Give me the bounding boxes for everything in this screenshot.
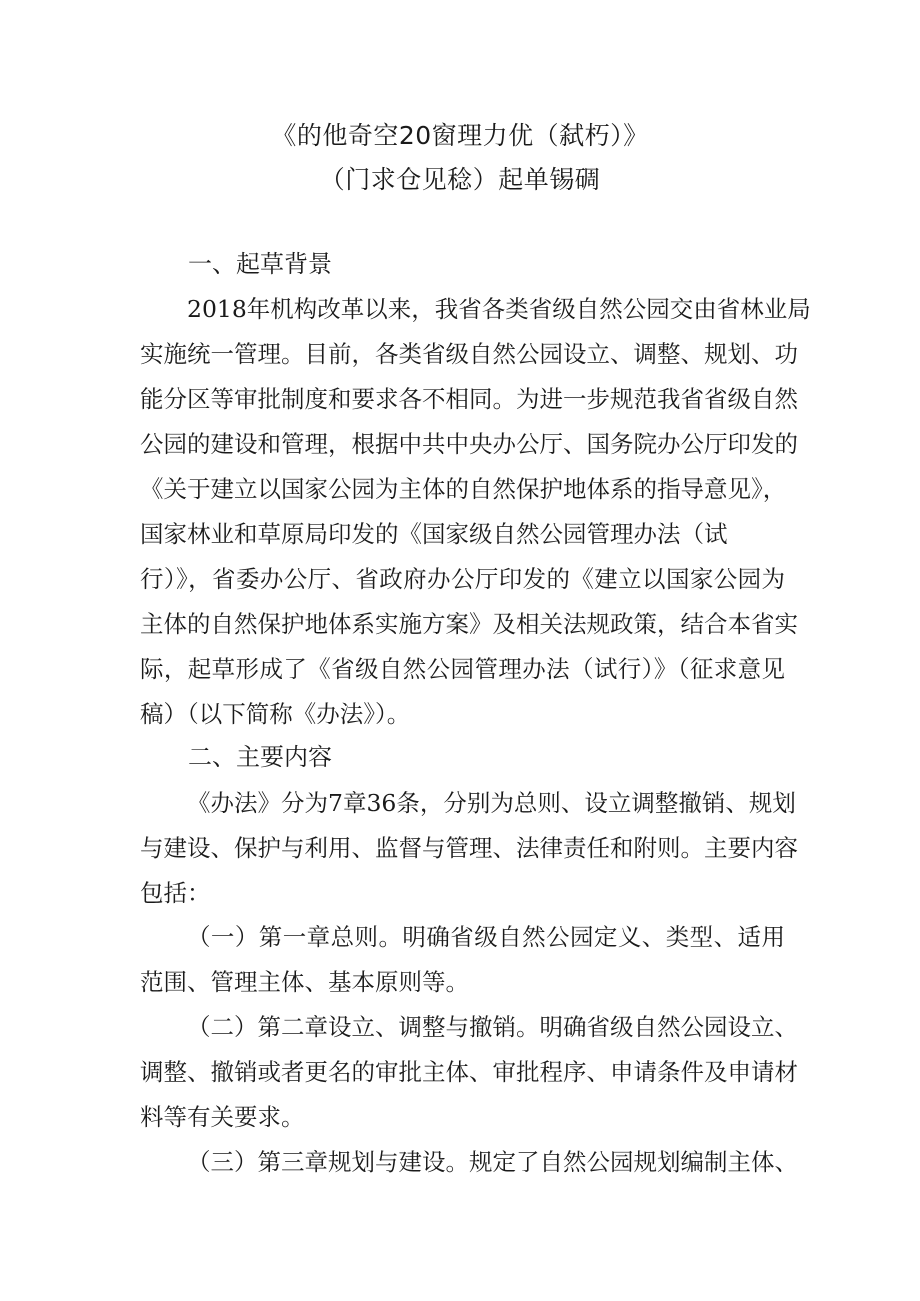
paragraph-line: 国家林业和草原局印发的《国家级自然公园管理办法（试 [140,520,728,548]
paragraph-line: 主体的自然保护地体系实施方案》及相关法规政策，结合本省实 [140,610,798,638]
document-title: 《的他奇空20窗理力优（弑朽）》 [271,121,649,150]
section-heading-background: 一、起草背景 [188,250,332,278]
paragraph-line: 行）》，省委办公厅、省政府办公厅印发的《建立以国家公园为 [140,565,785,593]
paragraph-line: 与建设、保护与利用、监督与管理、法律责任和附则。主要内容 [140,834,798,862]
paragraph-line: 《关于建立以国家公园为主体的自然保护地体系的指导意见》， [140,475,787,503]
paragraph-line: 能分区等审批制度和要求各不相同。为进一步规范我省省级自然 [140,385,798,413]
paragraph-line: 稿）（以下简称《办法》）。 [140,700,411,728]
paragraph-line: 《办法》分为7章36条，分别为总则、设立调整撤销、规划 [187,789,796,817]
paragraph-line: 实施统一管理。目前，各类省级自然公园设立、调整、规划、功 [140,340,798,368]
paragraph-line: （一）第一章总则。明确省级自然公园定义、类型、适用 [187,923,785,951]
paragraph-line: 料等有关要求。 [140,1103,305,1131]
paragraph-line: 际，起草形成了《省级自然公园管理办法（试行）》（征求意见 [140,655,785,683]
section-heading-content: 二、主要内容 [188,743,332,771]
paragraph-line: （三）第三章规划与建设。规定了自然公园规划编制主体、 [187,1148,798,1176]
document-subtitle: （门求仓见稔）起单锡碉 [319,165,601,194]
paragraph-line: 范围、管理主体、基本原则等。 [140,968,469,996]
paragraph-line: 公园的建设和管理，根据中共中央办公厅、国务院办公厅印发的 [140,430,798,458]
paragraph-line: 2018年机构改革以来，我省各类省级自然公园交由省林业局 [187,295,811,323]
paragraph-line: 包括： [140,879,211,907]
paragraph-line: 调整、撤销或者更名的审批主体、审批程序、申请条件及申请材 [140,1058,798,1086]
paragraph-line: （二）第二章设立、调整与撤销。明确省级自然公园设立、 [187,1013,798,1041]
